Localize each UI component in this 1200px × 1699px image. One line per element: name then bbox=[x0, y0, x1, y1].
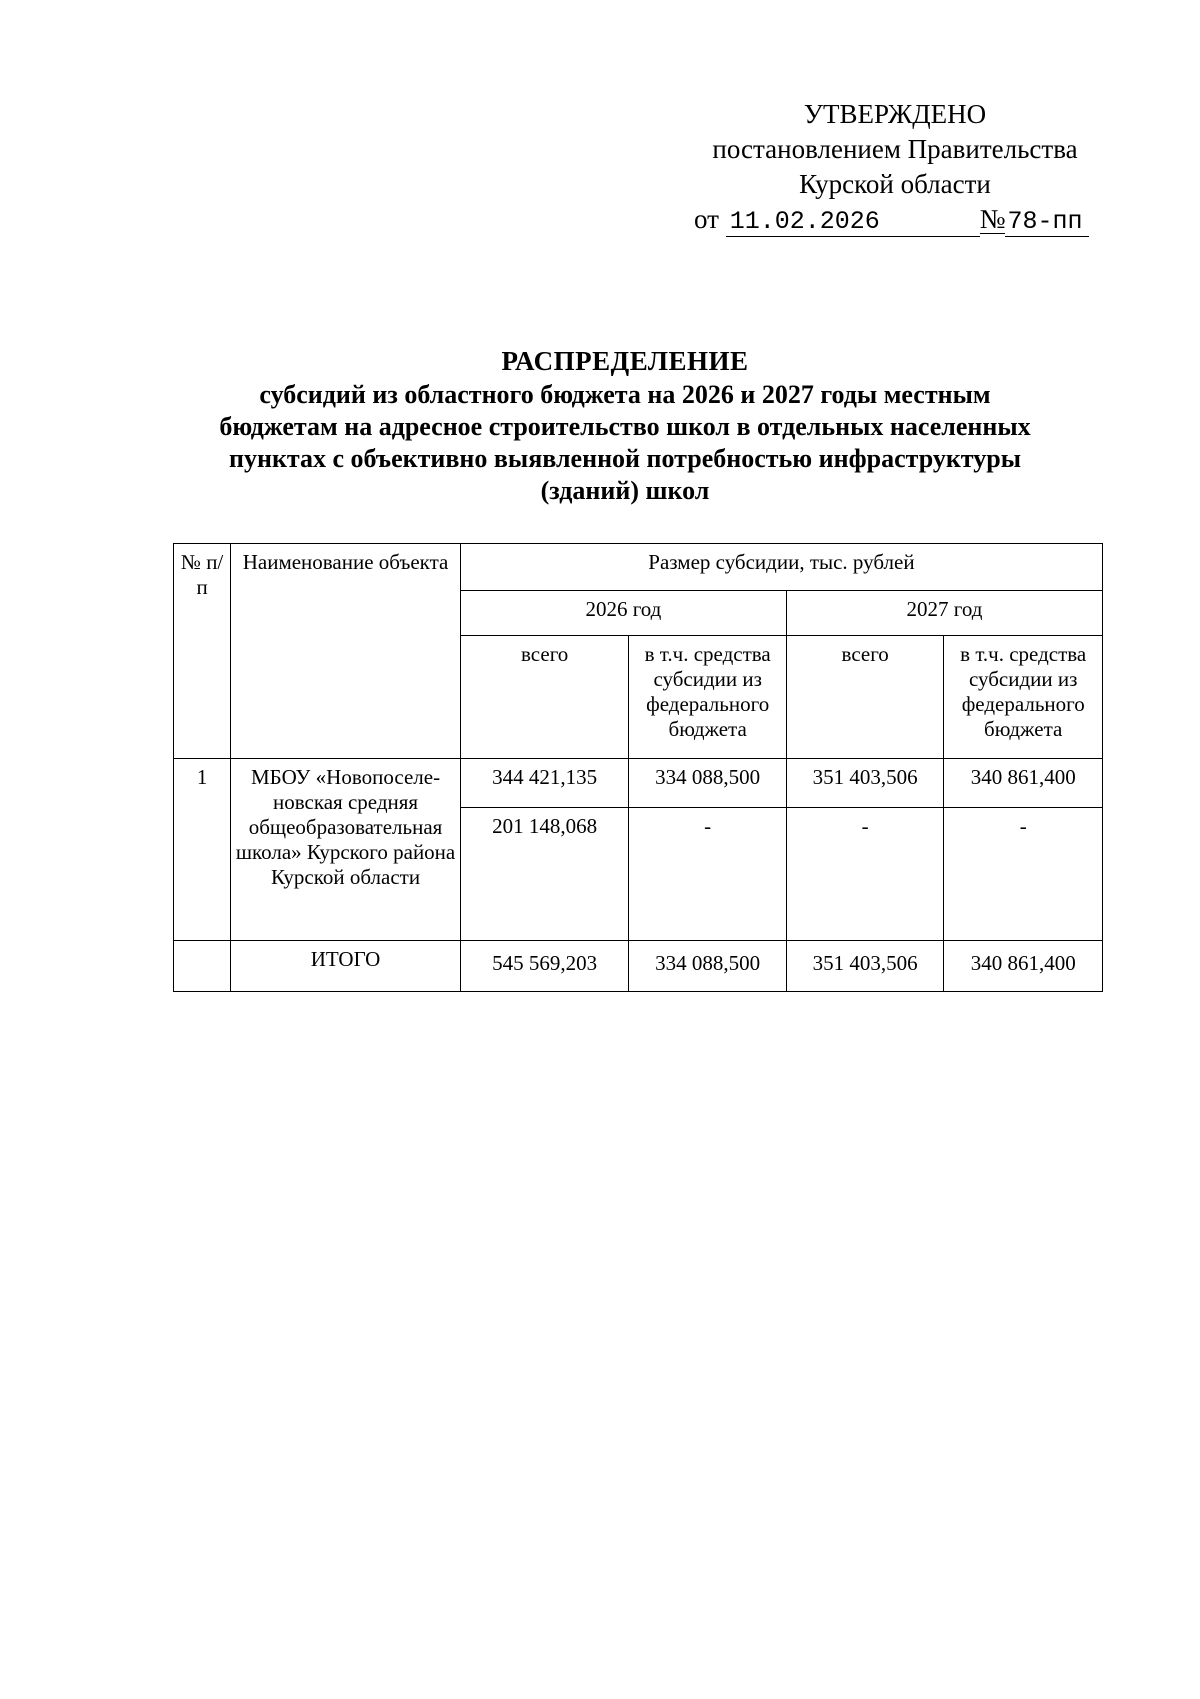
approval-stamp bbox=[690, 97, 1100, 237]
row-num: 1 bbox=[174, 759, 231, 941]
cell-2026-total: 344 421,135 bbox=[460, 759, 629, 808]
cell-2026-federal: 334 088,500 bbox=[629, 759, 787, 808]
cell-2027-total: - bbox=[786, 808, 944, 941]
total-row bbox=[174, 941, 1103, 992]
header-row bbox=[174, 544, 1103, 591]
title-heading: РАСПРЕДЕЛЕНИЕ bbox=[501, 346, 749, 376]
document-title bbox=[140, 345, 1110, 507]
approval-number: 78-пп bbox=[1005, 208, 1089, 237]
title-line-3: пунктах с объективно выявленной потребностью инфраструктуры bbox=[228, 444, 1021, 473]
title-line-2: бюджетам на адресное строительство школ в отдельных населенных bbox=[219, 412, 1031, 441]
cell-2026-federal: - bbox=[629, 808, 787, 941]
total-2026-federal: 334 088,500 bbox=[629, 941, 787, 992]
row-name: МБОУ «Новопоселе-новская средняя общеобразовательная школа» Курского района Курской области bbox=[231, 759, 461, 941]
cell-2027-federal: 340 861,400 bbox=[944, 759, 1103, 808]
approval-date-line bbox=[690, 202, 1100, 237]
title-line-4: (зданий) школ bbox=[540, 476, 710, 505]
total-2026-total: 545 569,203 bbox=[460, 941, 629, 992]
cell-2027-total: 351 403,506 bbox=[786, 759, 944, 808]
total-label: ИТОГО bbox=[231, 941, 461, 992]
header-year-2027: 2027 год bbox=[786, 591, 1102, 636]
subsidy-table bbox=[173, 543, 1103, 992]
approval-status: УТВЕРЖДЕНО bbox=[803, 99, 987, 129]
approval-date: 11.02.2026 bbox=[726, 208, 980, 237]
cell-2026-total: 201 148,068 bbox=[460, 808, 629, 941]
header-2027-total: всего bbox=[786, 636, 944, 759]
table-row bbox=[174, 759, 1103, 808]
title-line-1: субсидий из областного бюджета на 2026 и 2027 годы местным bbox=[259, 380, 991, 409]
header-subsidy: Размер субсидии, тыс. рублей bbox=[460, 544, 1102, 591]
header-year-2026: 2026 год bbox=[460, 591, 786, 636]
header-name: Наименование объекта bbox=[231, 544, 461, 759]
total-2027-total: 351 403,506 bbox=[786, 941, 944, 992]
header-2027-federal: в т.ч. средства субсидии из федерального бюджета bbox=[944, 636, 1103, 759]
approval-authority: постановлением Правительства bbox=[712, 134, 1078, 164]
cell-2027-federal: - bbox=[944, 808, 1103, 941]
number-sign: № bbox=[979, 204, 1006, 234]
approval-region: Курской области bbox=[799, 169, 991, 199]
total-2027-federal: 340 861,400 bbox=[944, 941, 1103, 992]
header-num: № п/п bbox=[174, 544, 231, 759]
header-2026-federal: в т.ч. средства субсидии из федерального бюджета bbox=[629, 636, 787, 759]
header-2026-total: всего bbox=[460, 636, 629, 759]
total-num bbox=[174, 941, 231, 992]
date-prefix: от bbox=[694, 204, 719, 234]
